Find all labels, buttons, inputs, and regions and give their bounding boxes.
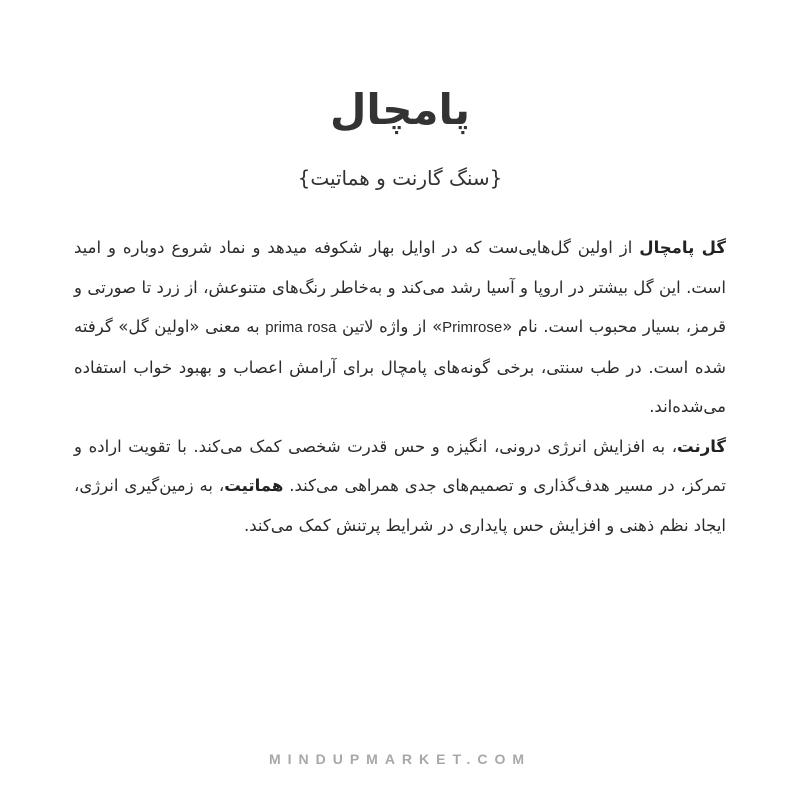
- bold-garnet: گارنت: [677, 436, 726, 456]
- paragraph-primrose: [74, 228, 726, 427]
- latin-word: Primrose: [442, 319, 503, 336]
- page-subtitle: {سنگ گارنت و هماتیت}: [297, 166, 503, 190]
- bold-hematite: هماتیت: [224, 476, 284, 495]
- bold-intro: گل پامچال: [639, 238, 727, 257]
- page-title: پامچال: [329, 85, 471, 134]
- website-footer: MINDUPMARKET.COM: [268, 751, 532, 767]
- paragraph-text: » از واژه لاتین: [336, 317, 443, 336]
- paragraph-text: از اولین گل‌هایی‌ست که در اوایل بهار شکوفه میدهد و نماد شروع دوباره و امید است. این گل بیشتر در اروپا و آسیا رشد می‌کند و به‌خاطر رنگ‌های متنوعش، از زرد تا صورتی و قرمز، بسیار محبوب است. نام «: [74, 238, 726, 336]
- paragraph-text: ، به زمین‌گیری انرژی، ایجاد نظم ذهنی و افزایش حس پایداری در شرایط پرتنش کمک می‌کند.: [74, 476, 726, 535]
- description-text: [74, 228, 726, 545]
- paragraph-text: ، به افزایش انرژی درونی، انگیزه و حس قدرت شخصی کمک می‌کند. با تقویت اراده و تمرکز، در مسیر هدف‌گذاری و تصمیم‌های جدی همراهی می‌کند.: [74, 436, 726, 495]
- paragraph-text: به معنی «اولین گل» گرفته شده است. در طب سنتی، برخی گونه‌های پامچال برای آرامش اعصاب و بهبود خواب استفاده می‌شده‌اند.: [74, 317, 726, 416]
- latin-word: prima rosa: [265, 319, 337, 336]
- paragraph-stones: [74, 427, 726, 546]
